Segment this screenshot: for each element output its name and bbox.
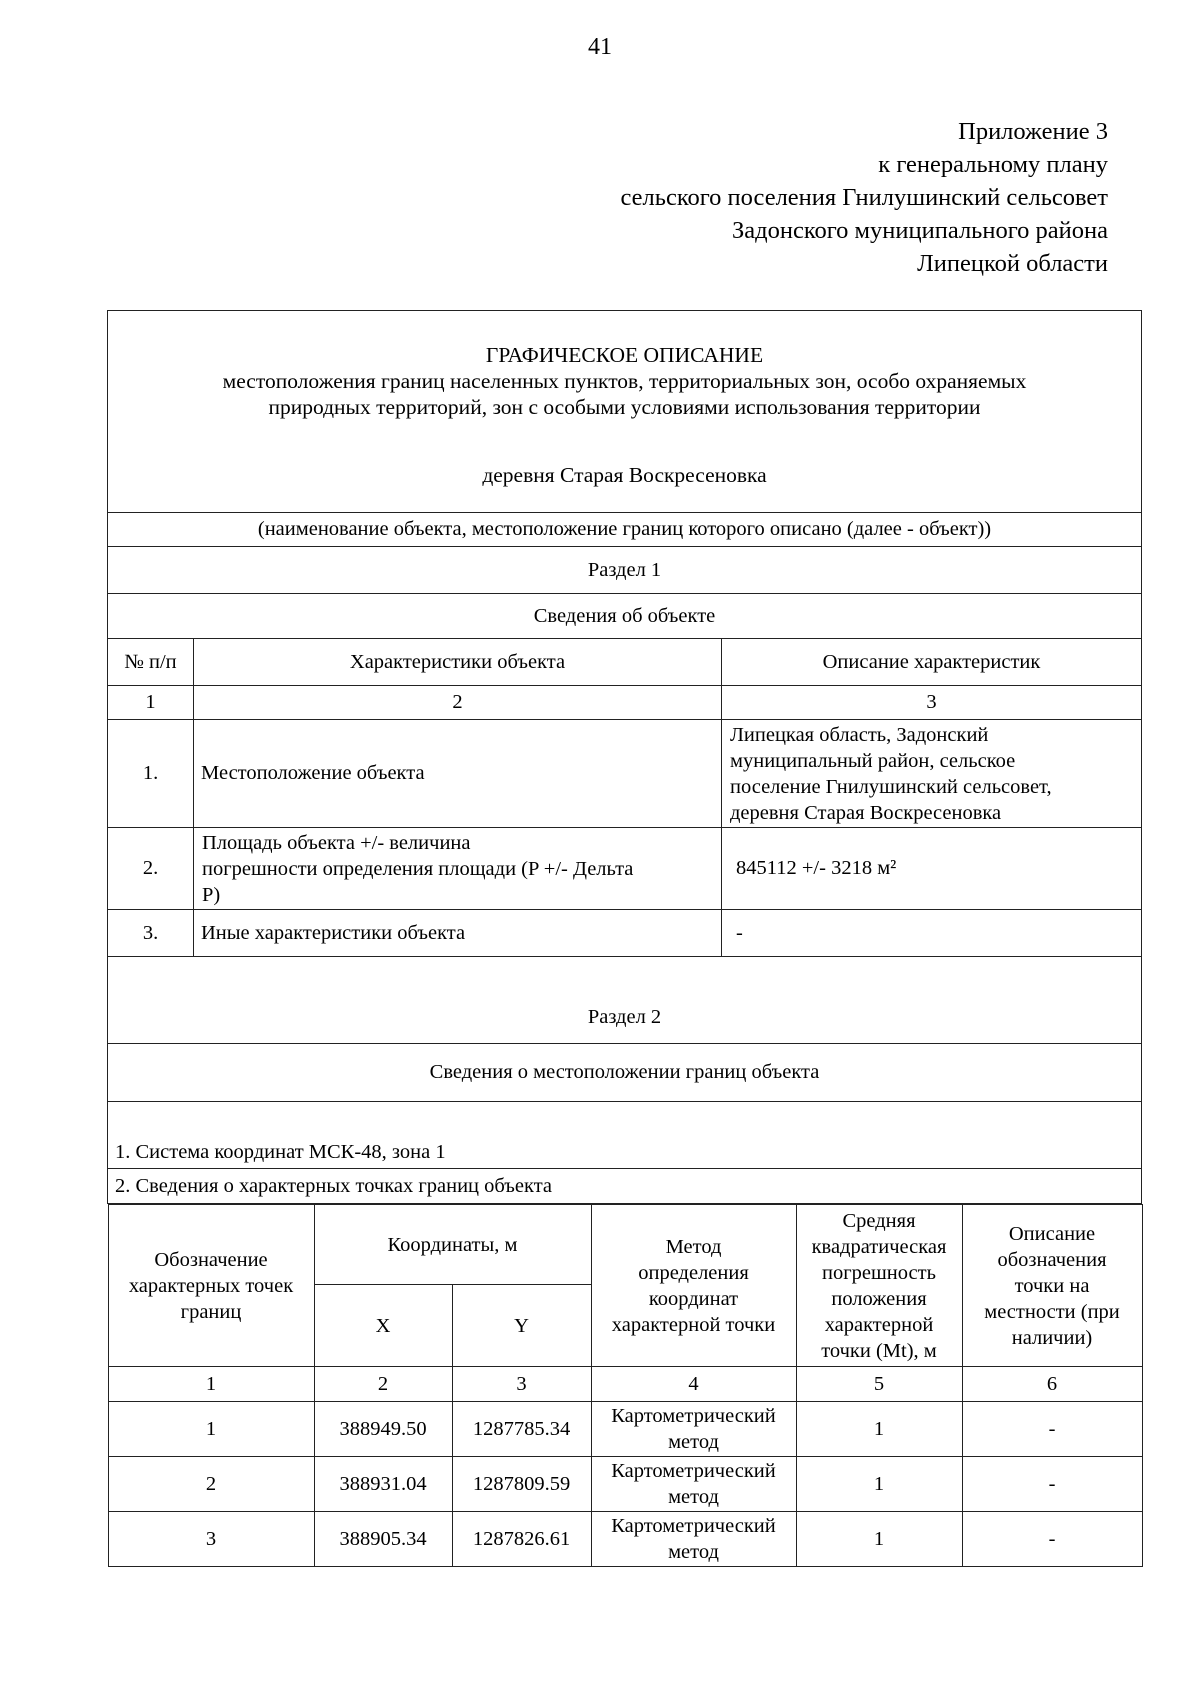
header-line: определения [638, 1261, 749, 1284]
column-number: 6 [962, 1367, 1142, 1402]
points-table-container [108, 1204, 1142, 1568]
header-description [962, 1205, 1142, 1367]
point-x: 388931.04 [314, 1457, 452, 1512]
header-line: Средняя [842, 1209, 916, 1232]
points-caption: 2. Сведения о характерных точках границ объекта [108, 1169, 1142, 1204]
method-line: метод [668, 1541, 719, 1563]
header-line: Описание [1008, 1222, 1096, 1245]
table-row [108, 1457, 1142, 1512]
header-line: характерной [824, 1313, 934, 1336]
header-line: наличии) [1011, 1326, 1093, 1349]
method-line: Картометрический [611, 1460, 776, 1482]
header-coordinates: Координаты, м [314, 1205, 591, 1285]
point-id: 2 [108, 1457, 314, 1512]
point-method [591, 1457, 796, 1512]
table-row [108, 1402, 1142, 1457]
point-description: - [962, 1402, 1142, 1457]
column-number: 1 [108, 686, 194, 720]
value-line: муниципальный район, сельское [730, 749, 1016, 772]
point-mt: 1 [796, 1402, 962, 1457]
header-line: точки на [1014, 1274, 1090, 1297]
header-line: характерной точки [611, 1313, 776, 1336]
header-line: погрешность [822, 1261, 936, 1284]
appendix-line: Липецкой области [917, 250, 1108, 277]
value-line: Липецкая область, Задонский [730, 723, 989, 746]
value-line: деревня Старая Воскресеновка [730, 801, 1002, 824]
header-line: местности (при [984, 1300, 1120, 1323]
column-header: № п/п [108, 639, 194, 686]
header-y: Y [452, 1285, 591, 1367]
document-subtitle: местоположения границ населенных пунктов, территориальных зон, особо охраняемых [222, 368, 1027, 393]
row-number: 1. [108, 720, 194, 828]
header-method [591, 1205, 796, 1367]
object-caption: (наименование объекта, местоположение границ которого описано (далее - объект)) [108, 513, 1142, 547]
column-header: Характеристики объекта [194, 639, 722, 686]
header-line: обозначения [997, 1248, 1107, 1271]
object-name: деревня Старая Воскресеновка [482, 462, 767, 487]
section2-subtitle: Сведения о местоположении границ объекта [108, 1044, 1142, 1102]
name-line: P) [202, 883, 221, 906]
point-id: 3 [108, 1512, 314, 1567]
header-line: Обозначение [154, 1248, 268, 1271]
name-line: погрешности определения площади (P +/- Дельта [202, 857, 634, 880]
document-subtitle: природных территорий, зон с особыми условиями использования территории [268, 394, 981, 419]
point-method [591, 1402, 796, 1457]
characteristic-name: Иные характеристики объекта [194, 910, 722, 957]
column-number: 4 [591, 1367, 796, 1402]
column-number: 3 [452, 1367, 591, 1402]
header-line: характерных точек [128, 1274, 294, 1297]
point-y: 1287785.34 [452, 1402, 591, 1457]
column-number: 2 [194, 686, 722, 720]
method-line: метод [668, 1486, 719, 1508]
appendix-line: к генеральному плану [878, 151, 1108, 178]
header-line: координат [648, 1287, 739, 1310]
point-y: 1287826.61 [452, 1512, 591, 1567]
point-mt: 1 [796, 1512, 962, 1567]
characteristic-value [722, 720, 1142, 828]
point-mt: 1 [796, 1457, 962, 1512]
row-number: 3. [108, 910, 194, 957]
header-x: X [314, 1285, 452, 1367]
appendix-line: Задонского муниципального района [731, 217, 1108, 244]
characteristic-value: 845112 +/- 3218 м² [722, 828, 1142, 910]
header-line: границ [180, 1300, 242, 1323]
column-number: 5 [796, 1367, 962, 1402]
point-description: - [962, 1457, 1142, 1512]
header-designation [108, 1205, 314, 1367]
page-number: 41 [588, 34, 612, 60]
column-number: 3 [722, 686, 1142, 720]
point-id: 1 [108, 1402, 314, 1457]
column-number: 2 [314, 1367, 452, 1402]
point-method [591, 1512, 796, 1567]
name-line: Площадь объекта +/- величина [202, 831, 471, 854]
header-error [796, 1205, 962, 1367]
graphic-description-table [107, 310, 1142, 1567]
characteristic-name: Местоположение объекта [194, 720, 722, 828]
section1-subtitle: Сведения об объекте [108, 594, 1142, 639]
method-line: Картометрический [611, 1405, 776, 1427]
table-row [108, 1512, 1142, 1567]
header-line: точки (Mt), м [821, 1339, 937, 1362]
header-cell [108, 311, 1142, 513]
coordinate-system: 1. Система координат МСК-48, зона 1 [108, 1102, 1142, 1169]
appendix-line: Приложение 3 [958, 118, 1108, 145]
section1-title: Раздел 1 [108, 547, 1142, 594]
header-line: Метод [665, 1235, 722, 1258]
column-number: 1 [108, 1367, 314, 1402]
point-y: 1287809.59 [452, 1457, 591, 1512]
header-line: положения [831, 1287, 927, 1310]
point-x: 388905.34 [314, 1512, 452, 1567]
point-x: 388949.50 [314, 1402, 452, 1457]
row-number: 2. [108, 828, 194, 910]
section2-title: Раздел 2 [108, 957, 1142, 1044]
value-line: поселение Гнилушинский сельсовет, [730, 775, 1052, 798]
point-description: - [962, 1512, 1142, 1567]
appendix-line: сельского поселения Гнилушинский сельсовет [620, 184, 1108, 211]
method-line: Картометрический [611, 1515, 776, 1537]
header-line: квадратическая [811, 1235, 947, 1258]
appendix-heading [621, 115, 1109, 280]
method-line: метод [668, 1431, 719, 1453]
boundary-points-table [108, 1204, 1143, 1567]
column-header: Описание характеристик [722, 639, 1142, 686]
characteristic-name [194, 828, 722, 910]
characteristic-value: - [722, 910, 1142, 957]
document-title: ГРАФИЧЕСКОЕ ОПИСАНИЕ [485, 342, 764, 367]
